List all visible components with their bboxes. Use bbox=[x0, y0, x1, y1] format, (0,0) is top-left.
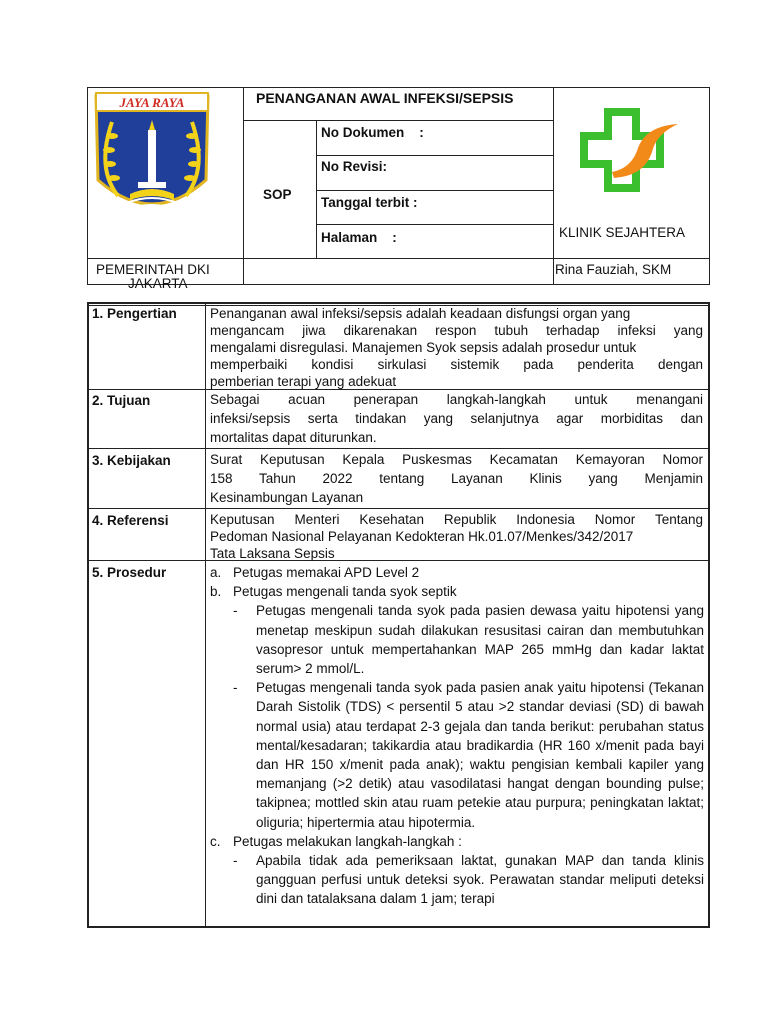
tujuan-line: infeksi/sepsis serta tindakan yang selanjutnya agar morbiditas dan bbox=[210, 411, 703, 426]
tujuan-line: mortalitas dapat diturunkan. bbox=[210, 430, 377, 445]
header-divider bbox=[87, 258, 710, 259]
subitem-marker: - bbox=[233, 603, 238, 619]
government-line-1: PEMERINTAH DKI bbox=[96, 262, 210, 277]
item-text: Petugas memakai APD Level 2 bbox=[233, 565, 420, 580]
pengertian-line: mengalami disregulasi. Manajemen Syok sepsis adalah prosedur untuk bbox=[210, 340, 637, 355]
logo-banner-text: JAYA RAYA bbox=[119, 95, 185, 110]
referensi-line: Tata Laksana Sepsis bbox=[210, 546, 335, 561]
subitem-text: Petugas mengenali tanda syok pada pasien anak yaitu hipotensi (Tekanan Darah Sistolik (TDS) < persentil 5 atau >2 standar deviasi (SD) di bawah normal usia) atau terdapat 2-3 gejala dan tanda berikut: perubahan status mental/kesadaran; takikardia atau bradikardia (HR 160 x/menit pada bayi dan HR 150 x/menit pada anak); waktu pengisian kembali kapiler yang memanjang (>2 detik) atau vasodilatasi hangat dengan bounding pulse; takipnea; mottled skin atau ruam petekie atau purpura; peningkatan laktat; oliguria; hipertermia atau hipotermia. bbox=[256, 680, 704, 830]
item-text: Petugas mengenali tanda syok septik bbox=[233, 584, 457, 600]
label-tujuan: 2. Tujuan bbox=[92, 393, 151, 408]
prosedur-item-c bbox=[210, 832, 704, 909]
signatory-name: Rina Fauziah, SKM bbox=[555, 262, 672, 277]
government-line-2: JAKARTA bbox=[128, 276, 188, 291]
subitem-text: Apabila tidak ada pemeriksaan laktat, gunakan MAP dan tanda klinis gangguan perfusi untuk deteksi syok. Perawatan standar meliputi deteksi dini dan tatalaksana dalam 1 jam; terapi bbox=[256, 853, 704, 907]
label-referensi: 4. Referensi bbox=[92, 513, 169, 528]
kebijakan-line: 158 Tahun 2022 tentang Layanan Klinis yang Menjamin bbox=[210, 471, 703, 486]
header-divider bbox=[316, 190, 553, 191]
field-tanggal-terbit: Tanggal terbit : bbox=[321, 195, 418, 210]
prosedur-subitem bbox=[233, 678, 704, 832]
prosedur-item-b bbox=[210, 582, 704, 832]
subitem-marker: - bbox=[233, 853, 238, 869]
content-divider bbox=[205, 302, 206, 928]
row-divider bbox=[87, 448, 710, 449]
label-kebijakan: 3. Kebijakan bbox=[92, 453, 171, 468]
item-marker: c. bbox=[210, 833, 221, 849]
field-no-dokumen: No Dokumen : bbox=[321, 125, 424, 140]
header-divider bbox=[553, 87, 554, 285]
tujuan-line: Sebagai acuan penerapan langkah-langkah untuk menangani bbox=[210, 392, 703, 407]
item-text: Petugas melakukan langkah-langkah : bbox=[233, 833, 462, 849]
clinic-logo bbox=[574, 108, 684, 196]
kebijakan-line: Kesinambungan Layanan bbox=[210, 490, 364, 505]
prosedur-subitem bbox=[233, 601, 704, 678]
row-divider bbox=[87, 389, 710, 390]
pengertian-line: Penanganan awal infeksi/sepsis adalah keadaan disfungsi organ yang bbox=[210, 306, 631, 321]
sop-label: SOP bbox=[263, 187, 292, 202]
field-no-revisi: No Revisi: bbox=[321, 159, 388, 174]
header-divider bbox=[243, 87, 244, 285]
prosedur-item-a bbox=[210, 563, 704, 582]
pengertian-line: mengancam jiwa dikarenakan respon tubuh terhadap infeksi yang bbox=[210, 323, 703, 338]
header-divider bbox=[316, 155, 553, 156]
item-marker: a. bbox=[210, 565, 222, 580]
prosedur-subitem bbox=[233, 851, 704, 909]
header-divider bbox=[243, 120, 553, 121]
subitem-text: Petugas mengenali tanda syok pada pasien dewasa yaitu hipotensi yang menetap meskipun sudah dilakukan resusitasi cairan dan membutuhkan vasopresor untuk mempertahankan MAP 265 mmHg dan kadar laktat serum> 2 mmol/L. bbox=[256, 603, 704, 677]
pengertian-line: memperbaiki kondisi sirkulasi sistemik pada penderita dengan bbox=[210, 357, 703, 372]
row-divider bbox=[87, 508, 710, 509]
prosedur-content bbox=[210, 563, 704, 927]
pengertian-line: pemberian terapi yang adekuat bbox=[210, 374, 397, 389]
referensi-line: Keputusan Menteri Kesehatan Republik Indonesia Nomor Tentang bbox=[210, 512, 703, 527]
clinic-name: KLINIK SEJAHTERA bbox=[559, 225, 686, 240]
item-marker: b. bbox=[210, 584, 222, 600]
jakarta-logo bbox=[90, 88, 214, 226]
row-divider bbox=[87, 560, 710, 561]
header-divider bbox=[316, 120, 317, 258]
referensi-line: Pedoman Nasional Pelayanan Kedokteran Hk.01.07/Menkes/342/2017 bbox=[210, 529, 634, 544]
field-halaman: Halaman : bbox=[321, 230, 397, 245]
label-prosedur: 5. Prosedur bbox=[92, 565, 167, 580]
document-title: PENANGANAN AWAL INFEKSI/SEPSIS bbox=[256, 90, 514, 106]
kebijakan-line: Surat Keputusan Kepala Puskesmas Kecamatan Kemayoran Nomor bbox=[210, 452, 703, 467]
header-divider bbox=[316, 224, 553, 225]
subitem-marker: - bbox=[233, 680, 238, 696]
label-pengertian: 1. Pengertian bbox=[92, 306, 177, 321]
